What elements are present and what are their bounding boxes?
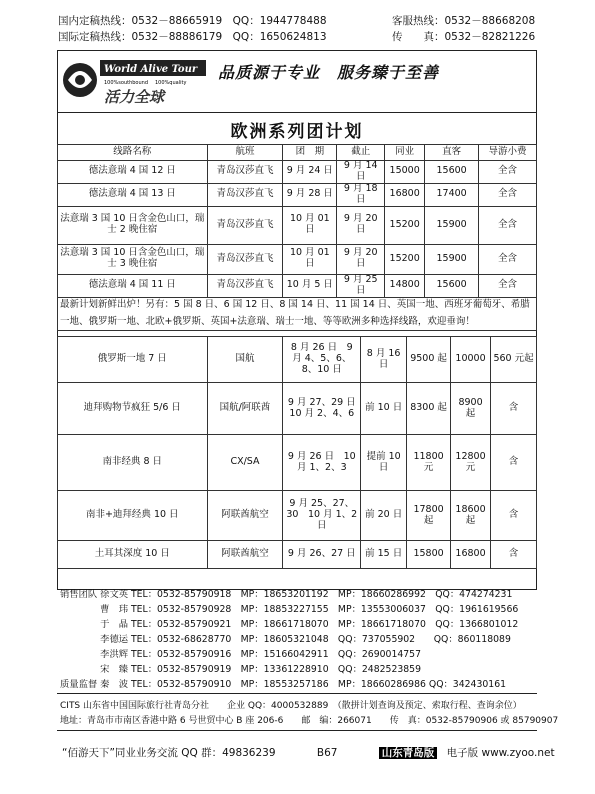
contact-row: 曹 玮 TEL：0532-85790928 MP：18853227155 MP：13553006037 QQ：1961619566 (60, 604, 519, 615)
bottom-bar (62, 745, 555, 760)
table-row: 德法意瑞 4 国 13 日 青岛汉莎直飞 9 月 28 日 9 月 18 日 16800 17400 全含 (58, 183, 537, 206)
contact-row: 于 晶 TEL：0532-85790921 MP：18661718070 MP：18661718070 QQ：1366801012 (60, 619, 519, 630)
contact-row: 宋 臻 TEL：0532-85790919 MP：13361228910 QQ：2482523859 (60, 664, 422, 675)
contact-list (60, 587, 518, 692)
company-info: CITS 山东省中国国际旅行社青岛分社 企业 QQ：4000532889 （散拼计划查询及预定、索取行程、查询余位） (60, 701, 522, 711)
new-plans-note: 最新计划新鲜出炉！另有：5 国 8 日、6 国 12 日、8 国 14 日、11 国 14 日、英国一地、西班牙葡萄牙、希腊一地、俄罗斯一地、北欧+俄罗斯、英国+法意瑞、瑞士一地、等等欧洲多种选择线路，欢迎垂询！ (57, 296, 537, 331)
company-address: 地址：青岛市市南区香港中路 6 号世贸中心 B 座 206-6 邮 编：266071 传 真：0532-85790906 或 85790907 (60, 716, 559, 726)
table-row: 土耳其深度 10 日 阿联酋航空 9 月 26、27 日 前 15 日 15800 16800 含 (58, 541, 537, 569)
svg-text:100%southbound: 100%southbound (104, 80, 149, 86)
europe-table (57, 144, 537, 298)
contact-row: 销售团队 徐文英 TEL：0532-85790918 MP：18653201192 MP：18660286992 QQ：474274231 (60, 589, 513, 600)
service-hotline: 客服热线：0532－88668208 (392, 15, 536, 27)
contact-row: 质量监督 秦 波 TEL：0532-85790910 MP：18553257186 MP：18660286986 QQ：342430161 (60, 679, 507, 690)
logo-cn: 活力全球 (104, 88, 165, 106)
table-row: 德法意瑞 4 国 12 日 青岛汉莎直飞 9 月 24 日 9 月 14 日 15000 15600 全含 (58, 161, 537, 184)
table-header: 线路名称 航班 团 期 截止 同业 直客 导游小费 (58, 145, 537, 161)
qq-group: “佰游天下”同业业务交流 QQ 群：49836239 (62, 747, 276, 759)
table-row: 德法意瑞 4 国 11 日 青岛汉莎直飞 10 月 5 日 9 月 25 日 14800 15600 全含 (58, 274, 537, 297)
svg-text:100%quality: 100%quality (155, 80, 187, 86)
domestic-hotline: 国内定稿热线：0532－88665919 QQ：1944778488 (58, 15, 327, 27)
contact-row: 李洪辉 TEL：0532-85790916 MP：15166042911 QQ：2690014757 (60, 649, 422, 660)
table-row: 南非经典 8 日 CX/SA 9 月 26 日 10 月 1、2、3 提前 10 日 11800 元 12800 元 含 (58, 435, 537, 491)
table-row: 南非+迪拜经典 10 日 阿联酋航空 9 月 25、27、30 10 月 1、2 日 前 20 日 17800 起 18600 起 含 (58, 491, 537, 541)
edition-badge: 山东青岛版 (379, 747, 438, 759)
page-number: B67 (316, 747, 338, 759)
table-row: 迪拜购物节疯狂 5/6 日 国航/阿联酋 9 月 27、29 日 10 月 2、4、6 前 10 日 8300 起 8900 起 含 (58, 383, 537, 435)
page-title: 欧洲系列团计划 (230, 122, 364, 142)
contact-row: 李德运 TEL：0532-68628770 MP：18605321048 QQ：737055902 QQ：860118089 (60, 634, 511, 645)
logo-en: World Alive Tour (104, 64, 198, 75)
fax-number: 传 真：0532－82821226 (392, 31, 536, 43)
table-row: 法意瑞 3 国 10 日含金色山口，瑞士 2 晚住宿 青岛汉莎直飞 10 月 01 日 9 月 20 日 15200 15900 全含 (58, 206, 537, 244)
other-routes-table (57, 336, 537, 569)
table-row: 法意瑞 3 国 10 日含金色山口，瑞士 3 晚住宿 青岛汉莎直飞 10 月 01 日 9 月 20 日 15200 15900 全含 (58, 244, 537, 274)
slogan: 品质源于专业 服务臻于至善 (218, 63, 440, 82)
website-link[interactable]: 电子版 www.zyoo.net (446, 747, 555, 759)
intl-hotline: 国际定稿热线：0532－88886179 QQ：1650624813 (58, 31, 327, 43)
table-row: 俄罗斯一地 7 日 国航 8 月 26 日 9 月 4、5、6、8、10 日 8 月 16 日 9500 起 10000 560 元起 (58, 337, 537, 383)
company-logo (60, 56, 210, 108)
